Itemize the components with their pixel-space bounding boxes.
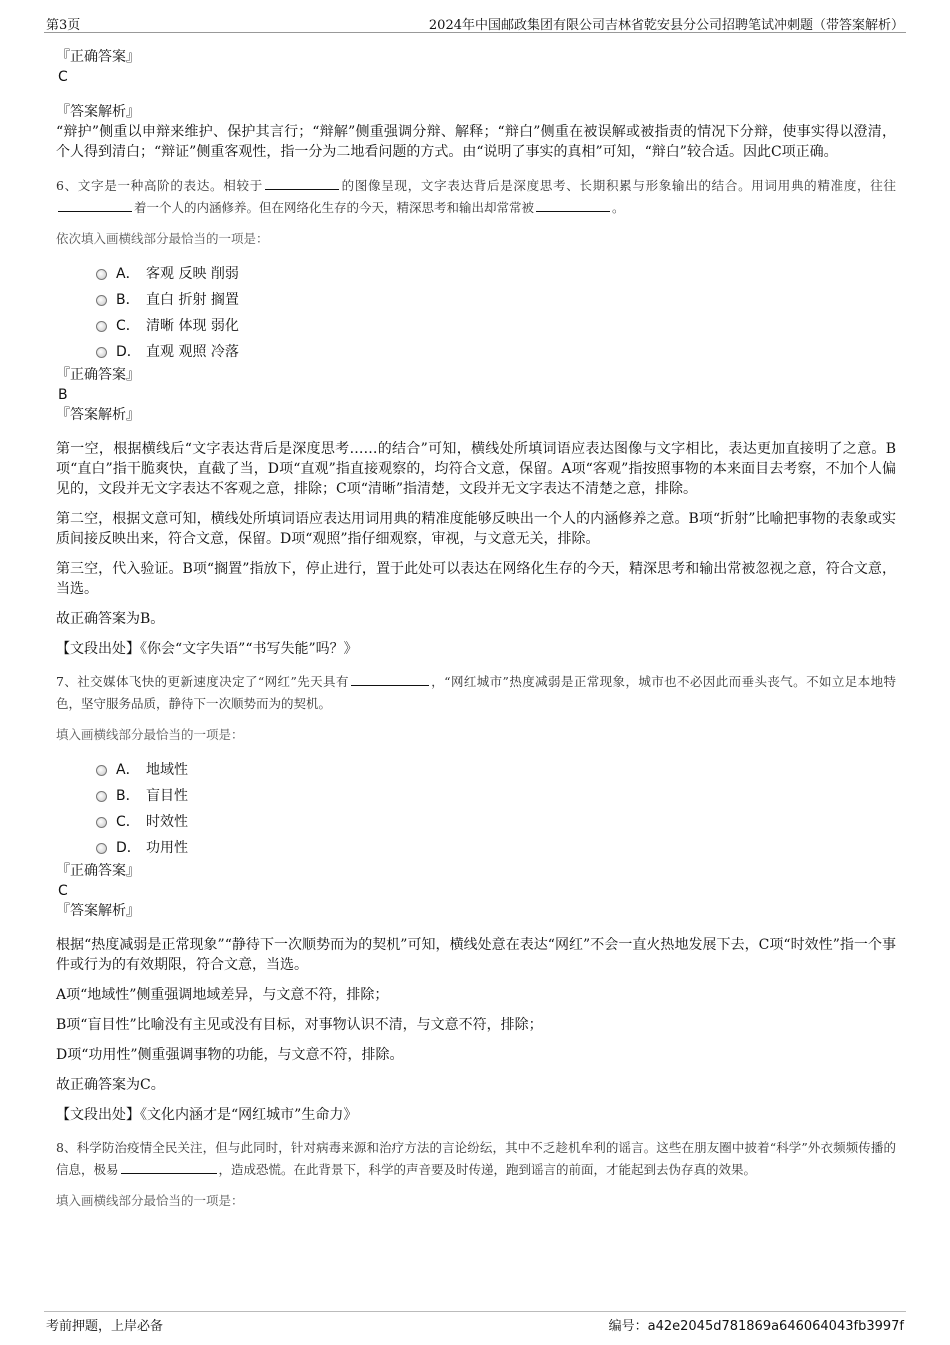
q8-text-1: 8、科学防治疫情全民关注，但与此同时，针对病毒来源和治疗方法的言论纷纭，其中不乏趁机牟利的谣言。这些在朋友圈中披着“科学”外衣频频传播的信息，极易 [56,1140,896,1177]
q6-analysis-4: 故正确答案为B。 [56,611,165,627]
radio-icon[interactable] [96,269,107,280]
q6-text-2: 的图像呈现，文字表达背后是深度思考、长期积累与形象输出的结合。用词用典的精准度，往往 [340,178,896,193]
q6-blank-3 [536,199,610,212]
q8-question [56,1137,896,1181]
q7-options [96,757,896,861]
option-text: 时效性 [146,814,188,830]
q6-analysis-1: 第一空，根据横线后“文字表达背后是深度思考……的结合”可知，横线处所填词语应表达图像与文字相比，表达更加直接明了之意。B项“直白”指干脆爽快，直截了当，D项“直观”指直接观察的，均符合文意，保留。A项“客观”指按照事物的本来面目去考察，不加个人偏见的，文段并无文字表达不客观之意，排除；C项“清晰”指清楚，文段并无文字表达不清楚之意，排除。 [56,441,896,497]
q7-option-c[interactable]: C． 时效性 [96,809,896,835]
footer-code [609,1315,904,1334]
footer-code-value: a42e2045d781869a646064043fb3997f [647,1319,904,1334]
radio-icon[interactable] [96,321,107,332]
q7-source: 【文段出处】《文化内涵才是“网红城市”生命力》 [56,1107,358,1123]
q6-analysis-3: 第三空，代入验证。B项“搁置”指放下，停止进行，置于此处可以表达在网络化生存的今天，精深思考和输出常被忽视之意，符合文意，当选。 [56,561,896,597]
q7-option-a[interactable]: A． 地域性 [96,757,896,783]
page-number: 第3页 [46,18,81,33]
radio-icon[interactable] [96,817,107,828]
q7-blank [351,673,429,686]
q6-option-c[interactable]: C． 清晰 体现 弱化 [96,313,896,339]
q7-option-d[interactable]: D． 功用性 [96,835,896,861]
q6-text-4: 。 [612,200,625,215]
page-footer [44,1311,906,1334]
q6-source: 【文段出处】《你会“文字失语”“书写失能”吗？》 [56,641,358,657]
q6-option-b[interactable]: B． 直白 折射 搁置 [96,287,896,313]
q6-text-3: 着一个人的内涵修养。但在网络化生存的今天，精深思考和输出却常常被 [134,200,535,215]
radio-icon[interactable] [96,791,107,802]
q7-analysis-5: 故正确答案为C。 [56,1077,165,1093]
q6-option-d[interactable]: D． 直观 观照 冷落 [96,339,896,365]
footer-code-label: 编号： [608,1319,648,1334]
q7-answer-label: 『正确答案』 [56,863,140,879]
q7-option-b[interactable]: B． 盲目性 [96,783,896,809]
q5-analysis-text: “辩护”侧重以申辩来维护、保护其言行；“辩解”侧重强调分辩、解释；“辩白”侧重在被误解或被指责的情况下分辩，使事实得以澄清，个人得到清白；“辩证”侧重客观性，指一分为二地看问题的方式。由“说明了事实的真相”可知，“辩白”较合适。因此C项正确。 [56,124,896,160]
q8-blank [121,1161,217,1174]
option-text: 客观 反映 削弱 [146,266,239,282]
q7-analysis-2: A项“地域性”侧重强调地域差异，与文意不符，排除； [56,987,389,1003]
q6-prompt: 依次填入画横线部分最恰当的一项是： [56,231,269,246]
q7-prompt: 填入画横线部分最恰当的一项是： [56,727,244,742]
radio-icon[interactable] [96,347,107,358]
radio-icon[interactable] [96,843,107,854]
option-text: 盲目性 [146,788,188,804]
footer-slogan: 考前押题，上岸必备 [46,1319,164,1334]
q7-question [56,671,896,715]
q6-answer-label: 『正确答案』 [56,367,140,383]
q7-analysis-label: 『答案解析』 [56,903,140,919]
q6-question [56,175,896,219]
q7-text-1: 7、社交媒体飞快的更新速度决定了“网红”先天具有 [56,674,349,689]
q5-answer-value: C [58,69,68,85]
radio-icon[interactable] [96,765,107,776]
q8-prompt: 填入画横线部分最恰当的一项是： [56,1193,244,1208]
q6-text-1: 6、文字是一种高阶的表达。相较于 [56,178,263,193]
page-header [44,14,906,33]
option-text: 清晰 体现 弱化 [146,318,239,334]
option-text: 地域性 [146,762,188,778]
q6-blank-2 [58,199,132,212]
option-text: 直观 观照 冷落 [146,344,239,360]
q6-option-a[interactable]: A． 客观 反映 削弱 [96,261,896,287]
main-content [56,44,896,1211]
q5-analysis-label: 『答案解析』 [56,104,140,120]
q6-answer-value: B [58,387,68,403]
q5-answer-label: 『正确答案』 [56,49,140,65]
option-text: 直白 折射 搁置 [146,292,239,308]
q6-analysis-label: 『答案解析』 [56,407,140,423]
q6-blank-1 [265,177,339,190]
q6-options [96,261,896,365]
q7-analysis-4: D项“功用性”侧重强调事物的功能，与文意不符，排除。 [56,1047,404,1063]
radio-icon[interactable] [96,295,107,306]
q8-text-2: ，造成恐慌。在此背景下，科学的声音要及时传递，跑到谣言的前面，才能起到去伪存真的效果。 [218,1162,757,1177]
q7-analysis-1: 根据“热度减弱是正常现象”“静待下一次顺势而为的契机”可知，横线处意在表达“网红”不会一直火热地发展下去，C项“时效性”指一个事件或行为的有效期限，符合文意，当选。 [56,937,896,973]
option-text: 功用性 [146,840,188,856]
q7-answer-value: C [58,883,68,899]
q7-text-2: ，“网红城市”热度减弱是正常现象，城市也不必因此而垂头丧气。不如立足本地特色，坚守服务品质，静待下一次顺势而为的契机。 [56,674,896,711]
q6-analysis-2: 第二空，根据文意可知，横线处所填词语应表达用词用典的精准度能够反映出一个人的内涵修养之意。B项“折射”比喻把事物的表象或实质间接反映出来，符合文意，保留。D项“观照”指仔细观察，审视，与文意无关，排除。 [56,511,896,547]
q7-analysis-3: B项“盲目性”比喻没有主见或没有目标，对事物认识不清，与文意不符，排除； [56,1017,543,1033]
document-title: 2024年中国邮政集团有限公司吉林省乾安县分公司招聘笔试冲刺题（带答案解析） [428,18,904,33]
